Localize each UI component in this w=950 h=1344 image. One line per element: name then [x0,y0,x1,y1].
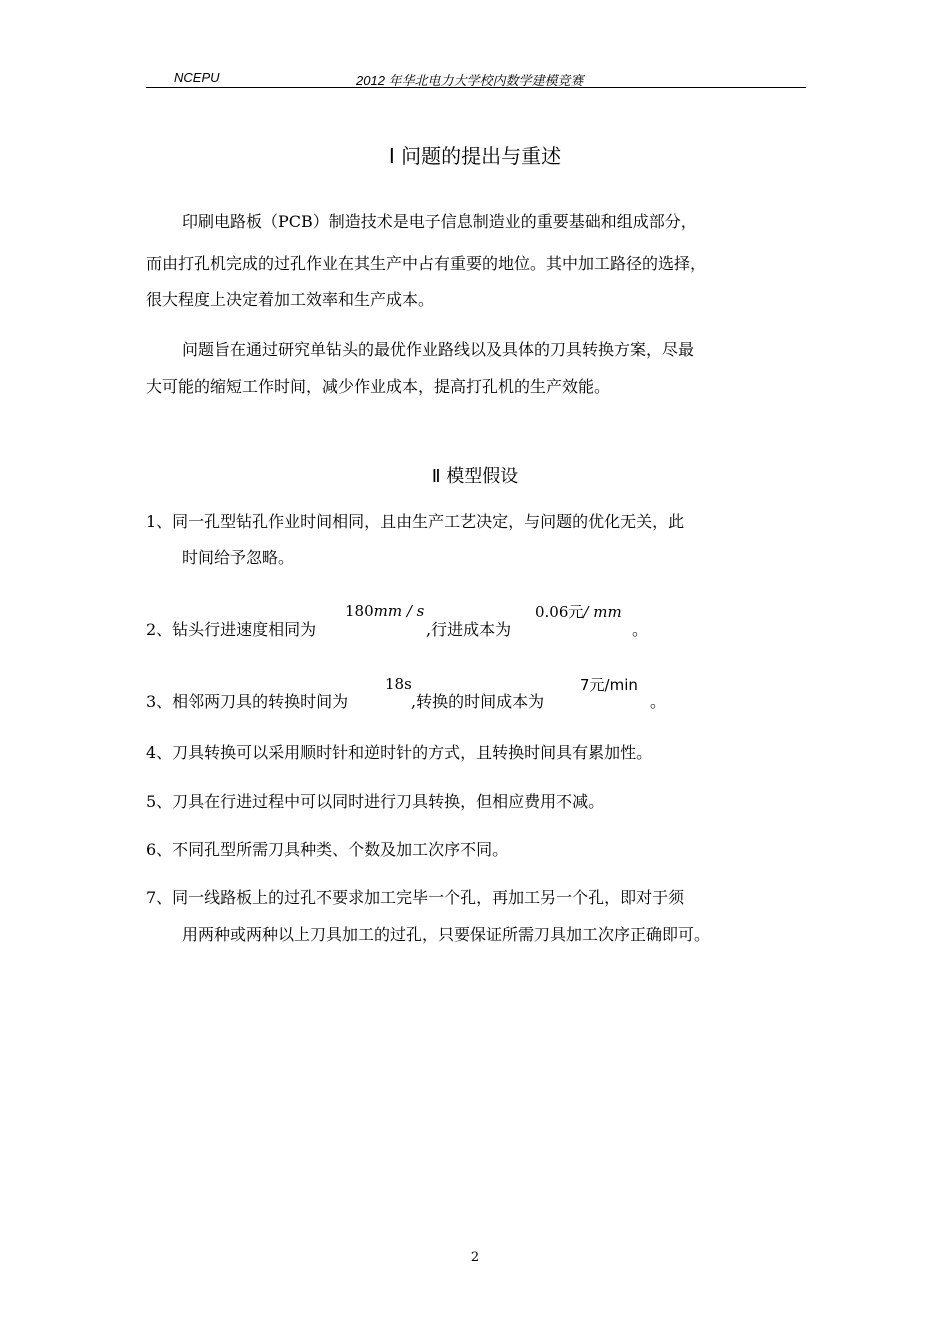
assumption-5: 5、刀具在行进过程中可以同时进行刀具转换，但相应费用不减。 [146,792,605,811]
assumption-2-end: 。 [632,620,649,639]
assumption-7-line2: 用两种或两种以上刀具加工的过孔，只要保证所需刀具加工次序正确即可。 [182,925,711,944]
page-header [146,70,806,88]
switch-cost-formula: 7元/min [580,676,638,694]
header-title: 2012 年华北电力大学校内数学建模竞赛 [356,73,584,88]
speed-formula [345,602,424,620]
section-1-p1-line2: 而由打孔机完成的过孔作业在其生产中占有重要的地位。其中加工路径的选择， [146,254,707,273]
section-1-p1-line3: 很大程度上决定着加工效率和生产成本。 [146,290,435,309]
speed-number: 180 [345,602,374,620]
assumption-1-line2: 时间给予忽略。 [182,548,295,567]
speed-unit: mm / s [373,602,425,620]
assumption-3-prefix: 3、相邻两刀具的转换时间为 [146,692,349,711]
assumption-2-mid: ,行进成本为 [426,620,512,639]
section-1-p1-line1: 印刷电路板（PCB）制造技术是电子信息制造业的重要基础和组成部分， [182,212,697,231]
header-rule [146,87,806,88]
assumption-7-line1: 7、同一线路板上的过孔不要求加工完毕一个孔，再加工另一个孔，即对于须 [146,888,685,907]
section-2-title: Ⅱ 模型假设 [431,466,519,487]
assumption-3-mid: ,转换的时间成本为 [411,692,545,711]
assumption-1-line1: 1、同一孔型钻孔作业时间相同，且由生产工艺决定，与问题的优化无关，此 [146,512,685,531]
switch-time-formula: 18s [385,675,412,693]
assumption-2-prefix: 2、钻头行进速度相同为 [146,620,317,639]
assumption-3-end: 。 [650,692,667,711]
cost-unit: / mm [583,603,622,621]
page-number: 2 [470,1250,480,1265]
cost-number: 0.06元 [535,603,584,621]
cost-formula [535,601,622,622]
assumption-6: 6、不同孔型所需刀具种类、个数及加工次序不同。 [146,840,509,859]
section-1-p2-line1: 问题旨在通过研究单钻头的最优作业路线以及具体的刀具转换方案，尽最 [182,340,695,359]
section-1-p2-line2: 大可能的缩短工作时间，减少作业成本，提高打孔机的生产效能。 [146,377,611,396]
assumption-4: 4、刀具转换可以采用顺时针和逆时针的方式，且转换时间具有累加性。 [146,743,653,762]
section-1-title: Ⅰ 问题的提出与重述 [388,144,562,168]
header-left: NCEPU [174,70,220,85]
